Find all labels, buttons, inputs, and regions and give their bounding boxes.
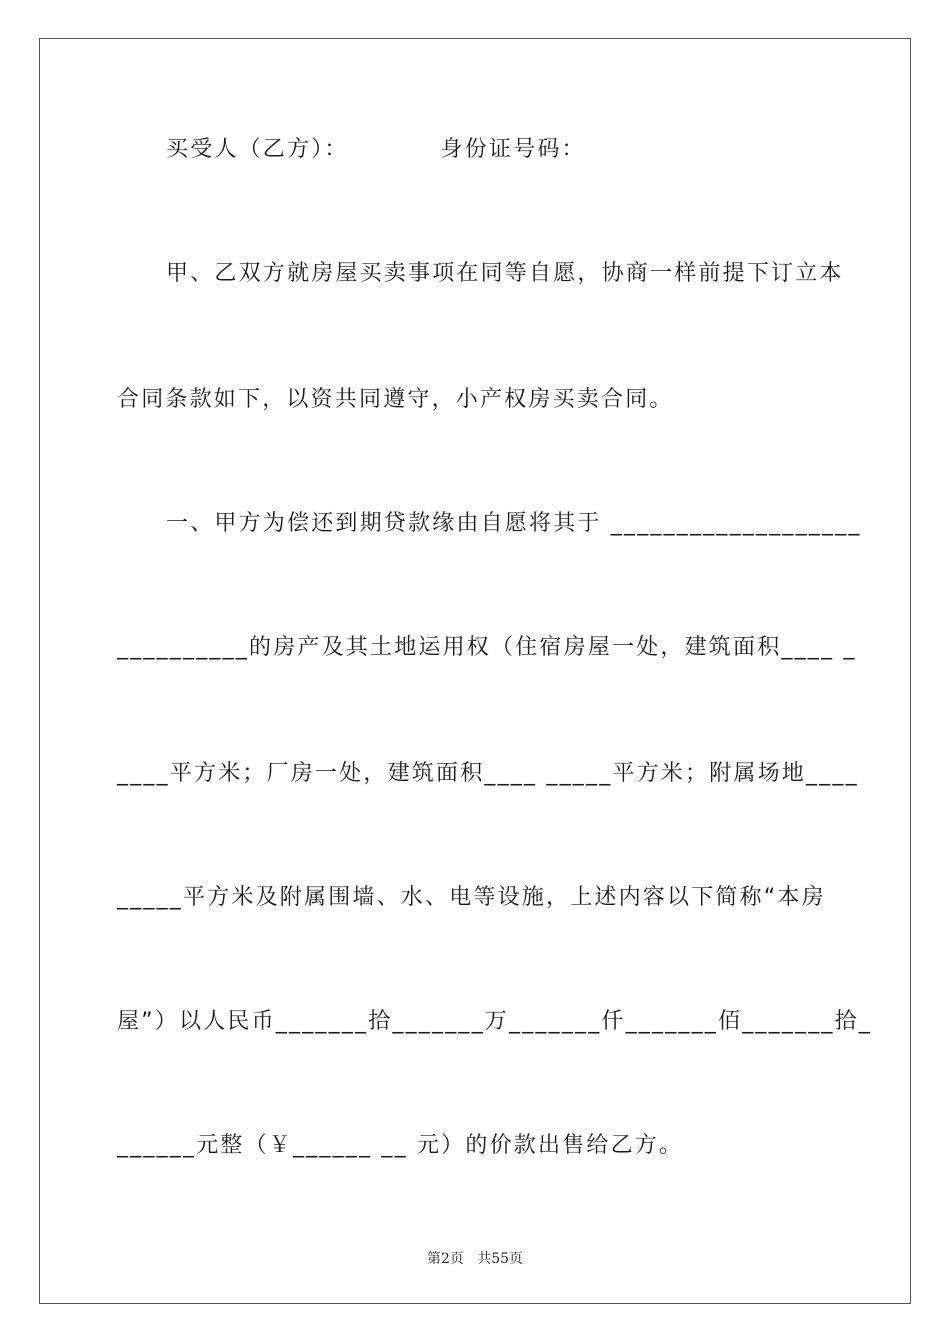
- clause-one-line-3: ____平方米；厂房一处，建筑面积____ _____平方米；附属场地____: [117, 761, 859, 786]
- paragraph-intro-line-1: 甲、乙双方就房屋买卖事项在同等自愿，协商一样前提下订立本: [166, 261, 844, 286]
- clause-one-line-1: 一、甲方为偿还到期贷款缘由自愿将其于 ___________________: [166, 511, 862, 536]
- buyer-line: 买受人（乙方）： 身份证号码：: [166, 137, 586, 162]
- page-number: 第2页 共55页: [426, 1251, 524, 1267]
- clause-one-line-6: ______元整（￥______ __ 元）的价款出售给乙方。: [117, 1133, 684, 1158]
- clause-one-line-2: __________的房产及其土地运用权（住宿房屋一处，建筑面积____ _: [117, 635, 857, 660]
- paragraph-intro-line-2: 合同条款如下，以资共同遵守，小产权房买卖合同。: [117, 387, 674, 412]
- clause-one-line-4: _____平方米及附属围墙、水、电等设施，上述内容以下简称“本房: [117, 885, 826, 910]
- page-border: [39, 38, 911, 1304]
- clause-one-line-5: 屋”）以人民币_______拾_______万_______仟_______佰_______拾_: [117, 1009, 872, 1034]
